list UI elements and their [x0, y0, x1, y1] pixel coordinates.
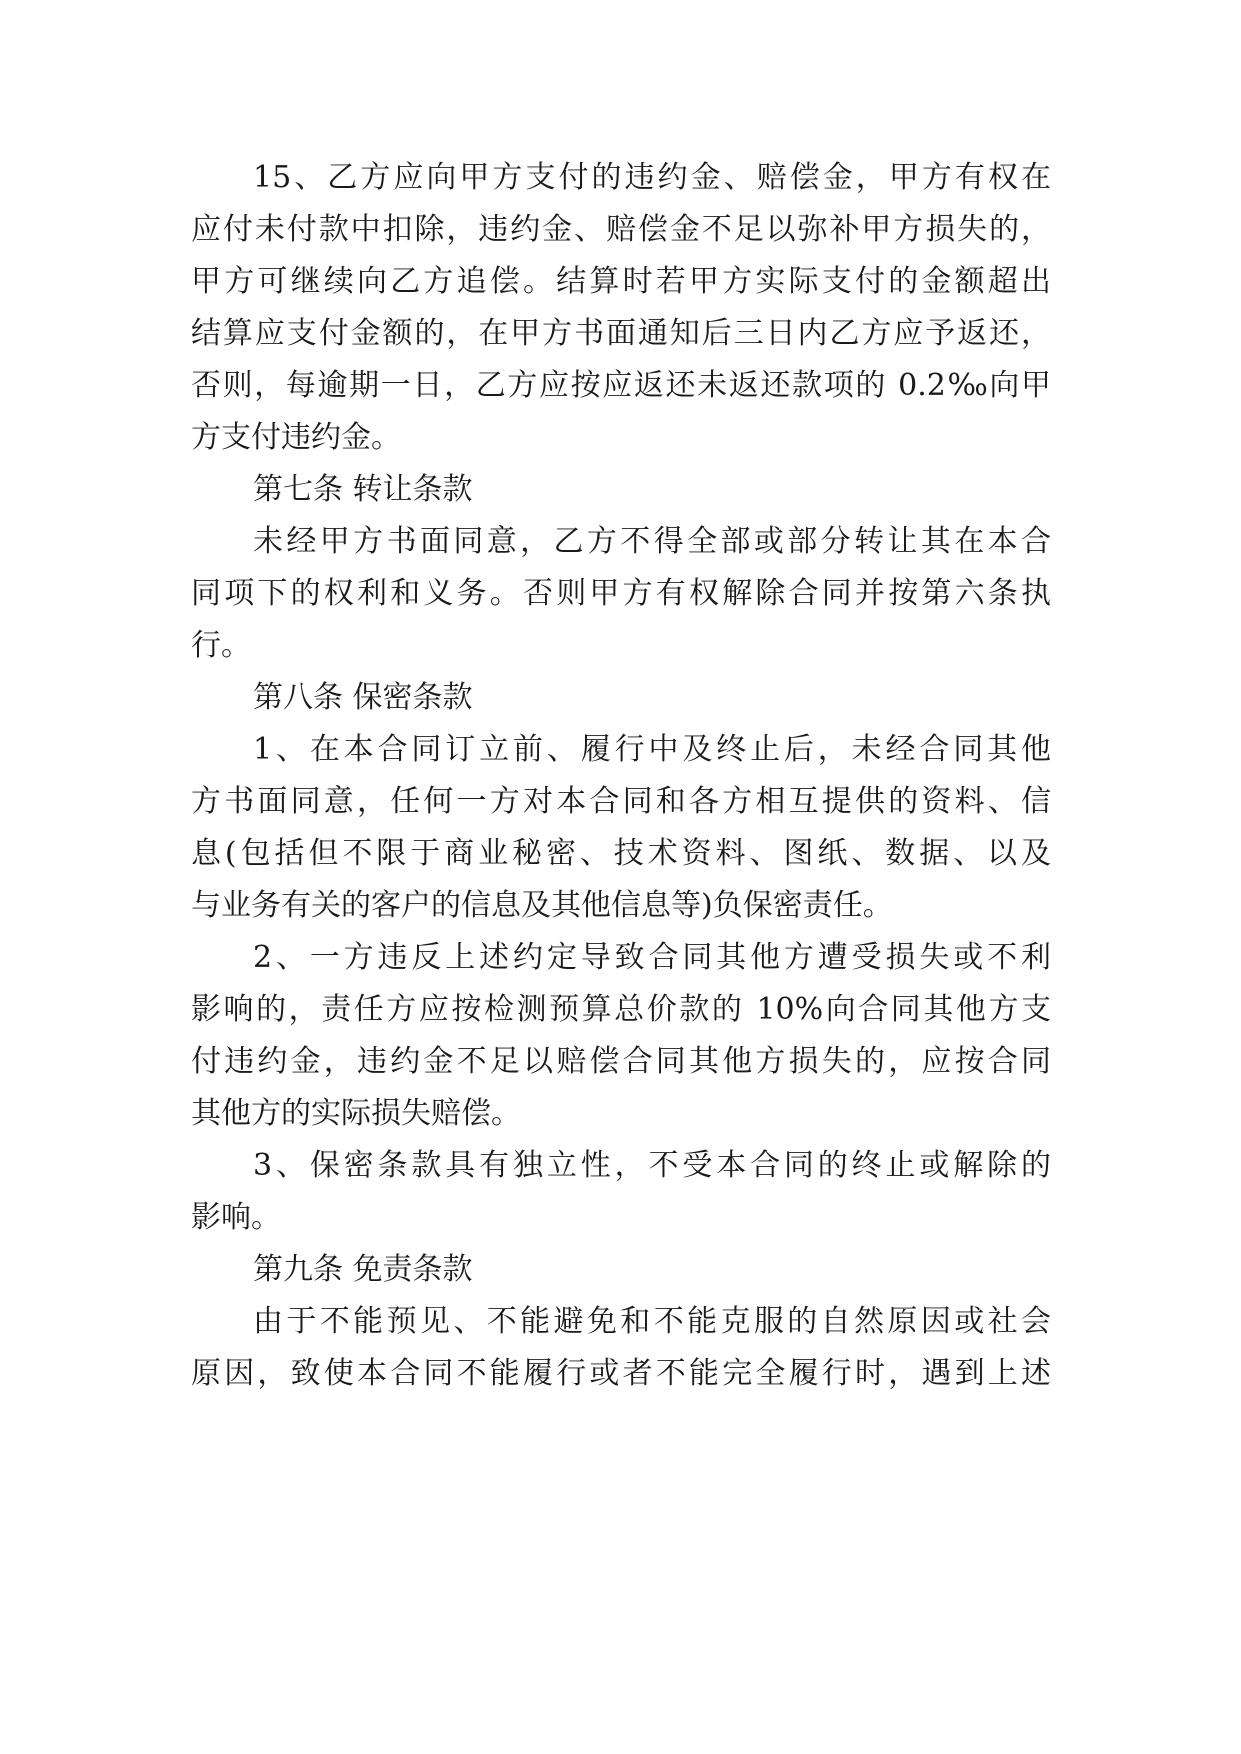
article-8-heading: 第八条 保密条款: [253, 680, 473, 715]
paragraph-15-line-5: 否则，每逾期一日，乙方应按应返还未返还款项的 0.2‰向甲: [191, 368, 1051, 403]
paragraph-15-line-1: 15、乙方应向甲方支付的违约金、赔偿金，甲方有权在: [253, 160, 1051, 195]
article-8-clause-2-line-3: 付违约金，违约金不足以赔偿合同其他方损失的，应按合同: [191, 1044, 1051, 1079]
paragraph-15-line-4: 结算应支付金额的，在甲方书面通知后三日内乙方应予返还，: [191, 316, 1051, 351]
article-7-line-3: 行。: [191, 628, 251, 663]
paragraph-15-line-3: 甲方可继续向乙方追偿。结算时若甲方实际支付的金额超出: [191, 264, 1051, 299]
article-8-clause-2-line-4: 其他方的实际损失赔偿。: [191, 1096, 521, 1131]
article-8-clause-2-line-2: 影响的，责任方应按检测预算总价款的 10%向合同其他方支: [191, 992, 1051, 1027]
article-9-line-1: 由于不能预见、不能避免和不能克服的自然原因或社会: [253, 1304, 1051, 1339]
article-8-clause-1-line-1: 1、在本合同订立前、履行中及终止后，未经合同其他: [253, 732, 1051, 767]
article-7-heading: 第七条 转让条款: [253, 472, 473, 507]
paragraph-15-line-6: 方支付违约金。: [191, 420, 401, 455]
article-9-heading: 第九条 免责条款: [253, 1252, 473, 1287]
article-9-line-2: 原因，致使本合同不能履行或者不能完全履行时，遇到上述: [191, 1356, 1051, 1391]
article-8-clause-1-line-3: 息(包括但不限于商业秘密、技术资料、图纸、数据、以及: [191, 836, 1051, 871]
article-8-clause-2-line-1: 2、一方违反上述约定导致合同其他方遭受损失或不利: [253, 940, 1051, 975]
paragraph-15-line-2: 应付未付款中扣除，违约金、赔偿金不足以弥补甲方损失的，: [191, 212, 1051, 247]
article-8-clause-3-line-1: 3、保密条款具有独立性，不受本合同的终止或解除的: [253, 1148, 1051, 1183]
article-8-clause-3-line-2: 影响。: [191, 1200, 281, 1235]
article-7-line-1: 未经甲方书面同意，乙方不得全部或部分转让其在本合: [253, 524, 1051, 559]
article-7-line-2: 同项下的权利和义务。否则甲方有权解除合同并按第六条执: [191, 576, 1051, 611]
article-8-clause-1-line-4: 与业务有关的客户的信息及其他信息等)负保密责任。: [191, 888, 893, 923]
article-8-clause-1-line-2: 方书面同意，任何一方对本合同和各方相互提供的资料、信: [191, 784, 1051, 819]
